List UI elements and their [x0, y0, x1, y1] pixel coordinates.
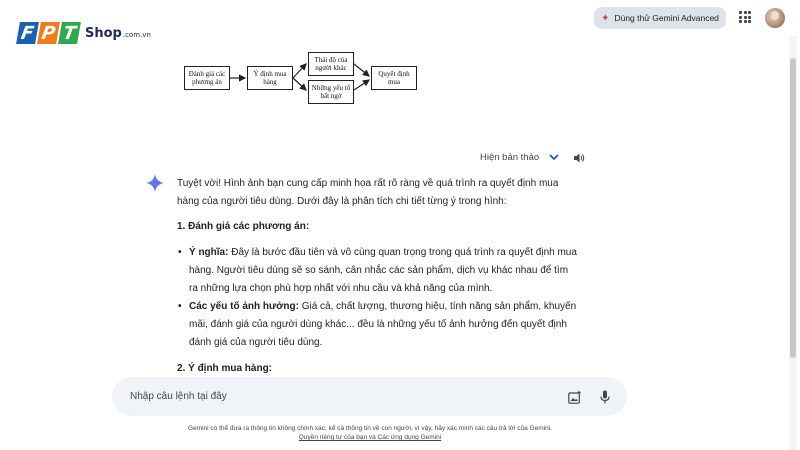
- privacy-link[interactable]: Quyền riêng tư của bạn và Các ứng dụng Gemini: [298, 434, 442, 441]
- logo-letter-f: F: [16, 22, 39, 44]
- response-bullet: [177, 244, 577, 298]
- response-bullet-list: [177, 244, 577, 352]
- bullet-label: Ý nghĩa:: [189, 247, 229, 258]
- purchase-decision-diagram: [182, 48, 422, 110]
- bullet-text: Giá cả, chất lượng, thương hiệu, tính năng sản phẩm, khuyến mãi, đánh giá của người dùng khác... đều là những yếu tố ảnh hưởng đến quyết định đánh giá của người tiêu dùng.: [189, 301, 577, 348]
- show-drafts-label: Hiện bản thảo: [480, 152, 540, 163]
- fpt-logo-mark: [18, 22, 79, 44]
- speaker-icon[interactable]: [573, 152, 585, 164]
- bullet-text: Đây là bước đầu tiên và vô cùng quan trọng trong quá trình ra quyết định mua hàng. Người tiêu dùng sẽ so sánh, cân nhắc các sản phẩm, dịch vụ khác nhau để tìm ra những lựa chọn phù hợp nhất với nhu cầu và khả năng của mình.: [189, 247, 577, 294]
- response-intro: Tuyệt vời! Hình ảnh bạn cung cấp minh họa rất rõ ràng về quá trình ra quyết định mua hàng của người tiêu dùng. Dưới đây là phân tích chi tiết từng ý trong hình:: [177, 178, 559, 207]
- disclaimer-text: Gemini có thể đưa ra thông tin không chính xác, kể cả thông tin về con người, vì vậy, hãy xác minh các câu trả lời của Gemini.: [188, 425, 552, 432]
- try-gemini-advanced-button[interactable]: [594, 7, 726, 29]
- diagram-box-unexpected: Những yếu tố bất ngờ: [308, 80, 354, 104]
- apps-grid-icon[interactable]: [739, 11, 751, 23]
- logo-domain-text: .com.vn: [122, 31, 151, 39]
- show-drafts-button[interactable]: [480, 152, 559, 163]
- diagram-box-attitude: Thái độ của người khác: [308, 52, 354, 76]
- scrollbar-thumb[interactable]: [790, 58, 796, 358]
- diagram-box-decision: Quyết định mua: [371, 66, 417, 90]
- prompt-input-bar: [112, 377, 627, 416]
- diagram-box-evaluate: Đánh giá các phương án: [184, 66, 230, 90]
- advanced-button-label: Dùng thử Gemini Advanced: [614, 13, 719, 23]
- response-bullet: [177, 298, 577, 352]
- logo-shop-text: Shop: [85, 25, 122, 41]
- logo-letter-p: P: [37, 22, 60, 44]
- diagram-box-intention: Ý định mua hàng: [247, 66, 293, 90]
- microphone-icon[interactable]: [600, 390, 610, 404]
- prompt-input[interactable]: [130, 391, 550, 402]
- gemini-sparkle-icon: [146, 174, 164, 192]
- footer-disclaimer: [0, 424, 740, 442]
- response-section-heading: 2. Ý định mua hàng:: [177, 363, 273, 374]
- bullet-label: Các yếu tố ảnh hưởng:: [189, 301, 299, 312]
- chevron-down-icon: [549, 153, 559, 163]
- response-section-heading: 1. Đánh giá các phương án:: [177, 221, 310, 232]
- logo-letter-t: T: [58, 22, 81, 44]
- avatar[interactable]: [765, 8, 785, 28]
- add-image-icon[interactable]: [568, 391, 581, 404]
- sparkle-icon: ✦: [601, 12, 610, 24]
- gemini-response: [177, 175, 577, 386]
- fpt-shop-logo[interactable]: [18, 22, 151, 44]
